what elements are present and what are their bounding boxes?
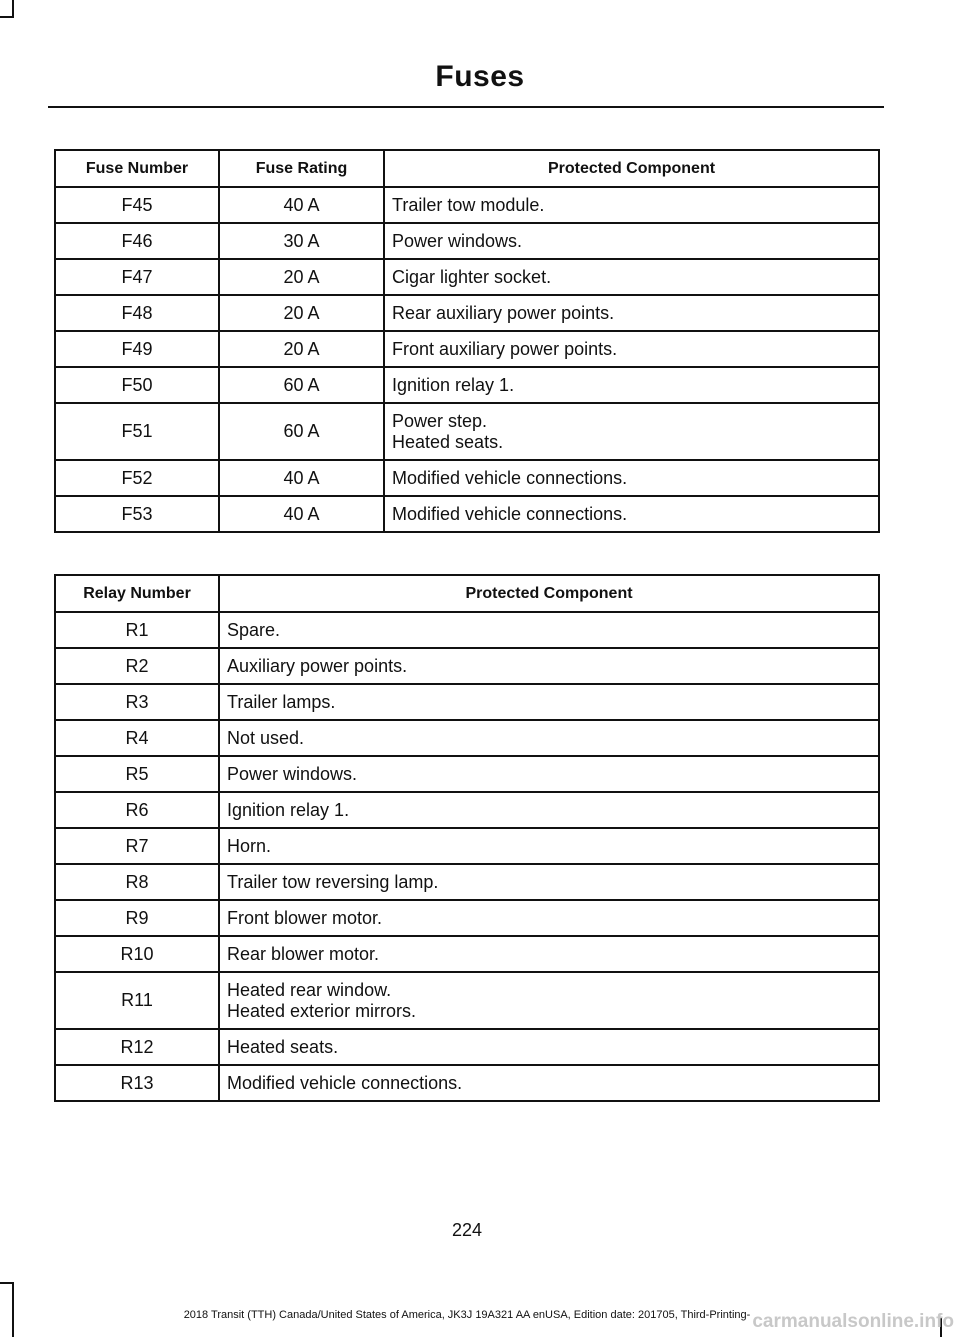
table-header-row	[55, 575, 879, 612]
component-line: Modified vehicle connections.	[227, 1072, 463, 1093]
fuse-number-cell: F46	[55, 223, 219, 259]
crop-mark-top-left	[0, 16, 14, 18]
table-row	[55, 972, 879, 1029]
relay-number-cell: R7	[55, 828, 219, 864]
footer-edition-info: 2018 Transit (TTH) Canada/United States of America, JK3J 19A321 AA enUSA, Edition date: 201705, Third-Printing-	[183, 1309, 751, 1321]
protected-component-cell	[219, 684, 879, 720]
title-divider	[48, 106, 884, 108]
protected-component-cell	[384, 187, 879, 223]
protected-component-cell	[384, 295, 879, 331]
fuse-rating-cell: 60 A	[219, 367, 384, 403]
watermark: carmanualsonline.info	[752, 1311, 954, 1332]
table-row	[55, 720, 879, 756]
component-line: Power step.	[392, 410, 488, 431]
table-row	[55, 828, 879, 864]
fuse-rating-cell: 30 A	[219, 223, 384, 259]
table-row	[55, 1029, 879, 1065]
fuse-number-cell: F53	[55, 496, 219, 532]
protected-component-cell	[219, 1065, 879, 1101]
component-line: Spare.	[227, 619, 281, 640]
component-line: Heated seats.	[227, 1036, 339, 1057]
component-line: Modified vehicle connections.	[392, 467, 628, 488]
table-row	[55, 756, 879, 792]
relay-table-body	[55, 612, 879, 1101]
component-line: Power windows.	[227, 763, 358, 784]
table-row	[55, 1065, 879, 1101]
component-line: Heated rear window.	[227, 979, 392, 1000]
table-header-row	[55, 150, 879, 187]
fuse-number-header: Fuse Number	[55, 150, 219, 187]
component-line: Trailer lamps.	[227, 691, 336, 712]
fuse-number-cell: F51	[55, 403, 219, 460]
component-line: Heated exterior mirrors.	[227, 1000, 417, 1021]
protected-component-cell	[219, 792, 879, 828]
protected-component-header: Protected Component	[384, 150, 879, 187]
table-row	[55, 259, 879, 295]
fuse-rating-cell: 40 A	[219, 187, 384, 223]
table-row	[55, 684, 879, 720]
relay-number-cell: R9	[55, 900, 219, 936]
component-line: Modified vehicle connections.	[392, 503, 628, 524]
component-line: Rear blower motor.	[227, 943, 380, 964]
component-line: Cigar lighter socket.	[392, 266, 552, 287]
component-line: Front auxiliary power points.	[392, 338, 618, 359]
fuse-rating-header: Fuse Rating	[219, 150, 384, 187]
fuse-rating-cell: 20 A	[219, 259, 384, 295]
component-line: Not used.	[227, 727, 305, 748]
table-row	[55, 496, 879, 532]
fuse-rating-cell: 20 A	[219, 331, 384, 367]
table-row	[55, 900, 879, 936]
page-number: 224	[451, 1220, 483, 1240]
protected-component-cell	[219, 936, 879, 972]
relay-number-cell: R12	[55, 1029, 219, 1065]
table-row	[55, 331, 879, 367]
page-title: Fuses	[435, 60, 525, 93]
component-line: Heated seats.	[392, 431, 504, 452]
protected-component-cell	[219, 972, 879, 1029]
table-row	[55, 403, 879, 460]
component-line: Ignition relay 1.	[227, 799, 350, 820]
component-line: Trailer tow module.	[392, 194, 545, 215]
table-row	[55, 648, 879, 684]
relay-number-cell: R8	[55, 864, 219, 900]
relay-number-cell: R3	[55, 684, 219, 720]
protected-component-cell	[384, 259, 879, 295]
fuse-number-cell: F50	[55, 367, 219, 403]
relay-table	[54, 574, 880, 1102]
component-line: Rear auxiliary power points.	[392, 302, 615, 323]
fuse-number-cell: F52	[55, 460, 219, 496]
relay-number-cell: R10	[55, 936, 219, 972]
protected-component-cell	[384, 496, 879, 532]
protected-component-cell	[384, 403, 879, 460]
table-row	[55, 864, 879, 900]
fuse-rating-cell: 60 A	[219, 403, 384, 460]
protected-component-cell	[219, 900, 879, 936]
fuse-number-cell: F45	[55, 187, 219, 223]
fuse-rating-cell: 40 A	[219, 496, 384, 532]
component-line: Front blower motor.	[227, 907, 383, 928]
protected-component-cell	[219, 648, 879, 684]
protected-component-cell	[219, 612, 879, 648]
relay-number-header: Relay Number	[55, 575, 219, 612]
relay-number-cell: R2	[55, 648, 219, 684]
component-line: Auxiliary power points.	[227, 655, 408, 676]
component-line: Trailer tow reversing lamp.	[227, 871, 439, 892]
table-row	[55, 460, 879, 496]
fuse-number-cell: F49	[55, 331, 219, 367]
fuse-rating-cell: 40 A	[219, 460, 384, 496]
relay-number-cell: R13	[55, 1065, 219, 1101]
table-row	[55, 223, 879, 259]
table-row	[55, 187, 879, 223]
relay-number-cell: R1	[55, 612, 219, 648]
fuse-number-cell: F47	[55, 259, 219, 295]
protected-component-cell	[219, 864, 879, 900]
relay-number-cell: R4	[55, 720, 219, 756]
protected-component-cell	[384, 331, 879, 367]
table-row	[55, 792, 879, 828]
protected-component-cell	[384, 367, 879, 403]
protected-component-cell	[384, 223, 879, 259]
protected-component-header: Protected Component	[219, 575, 879, 612]
protected-component-cell	[219, 1029, 879, 1065]
protected-component-cell	[219, 828, 879, 864]
crop-mark-bottom-left	[0, 1282, 14, 1284]
relay-number-cell: R6	[55, 792, 219, 828]
component-line: Ignition relay 1.	[392, 374, 515, 395]
fuse-rating-cell: 20 A	[219, 295, 384, 331]
fuse-table	[54, 149, 880, 533]
component-line: Horn.	[227, 835, 272, 856]
protected-component-cell	[219, 756, 879, 792]
fuse-table-body	[55, 187, 879, 532]
relay-number-cell: R5	[55, 756, 219, 792]
table-row	[55, 295, 879, 331]
protected-component-cell	[384, 460, 879, 496]
protected-component-cell	[219, 720, 879, 756]
fuse-number-cell: F48	[55, 295, 219, 331]
table-row	[55, 936, 879, 972]
relay-number-cell: R11	[55, 972, 219, 1029]
table-row	[55, 612, 879, 648]
table-row	[55, 367, 879, 403]
component-line: Power windows.	[392, 230, 523, 251]
